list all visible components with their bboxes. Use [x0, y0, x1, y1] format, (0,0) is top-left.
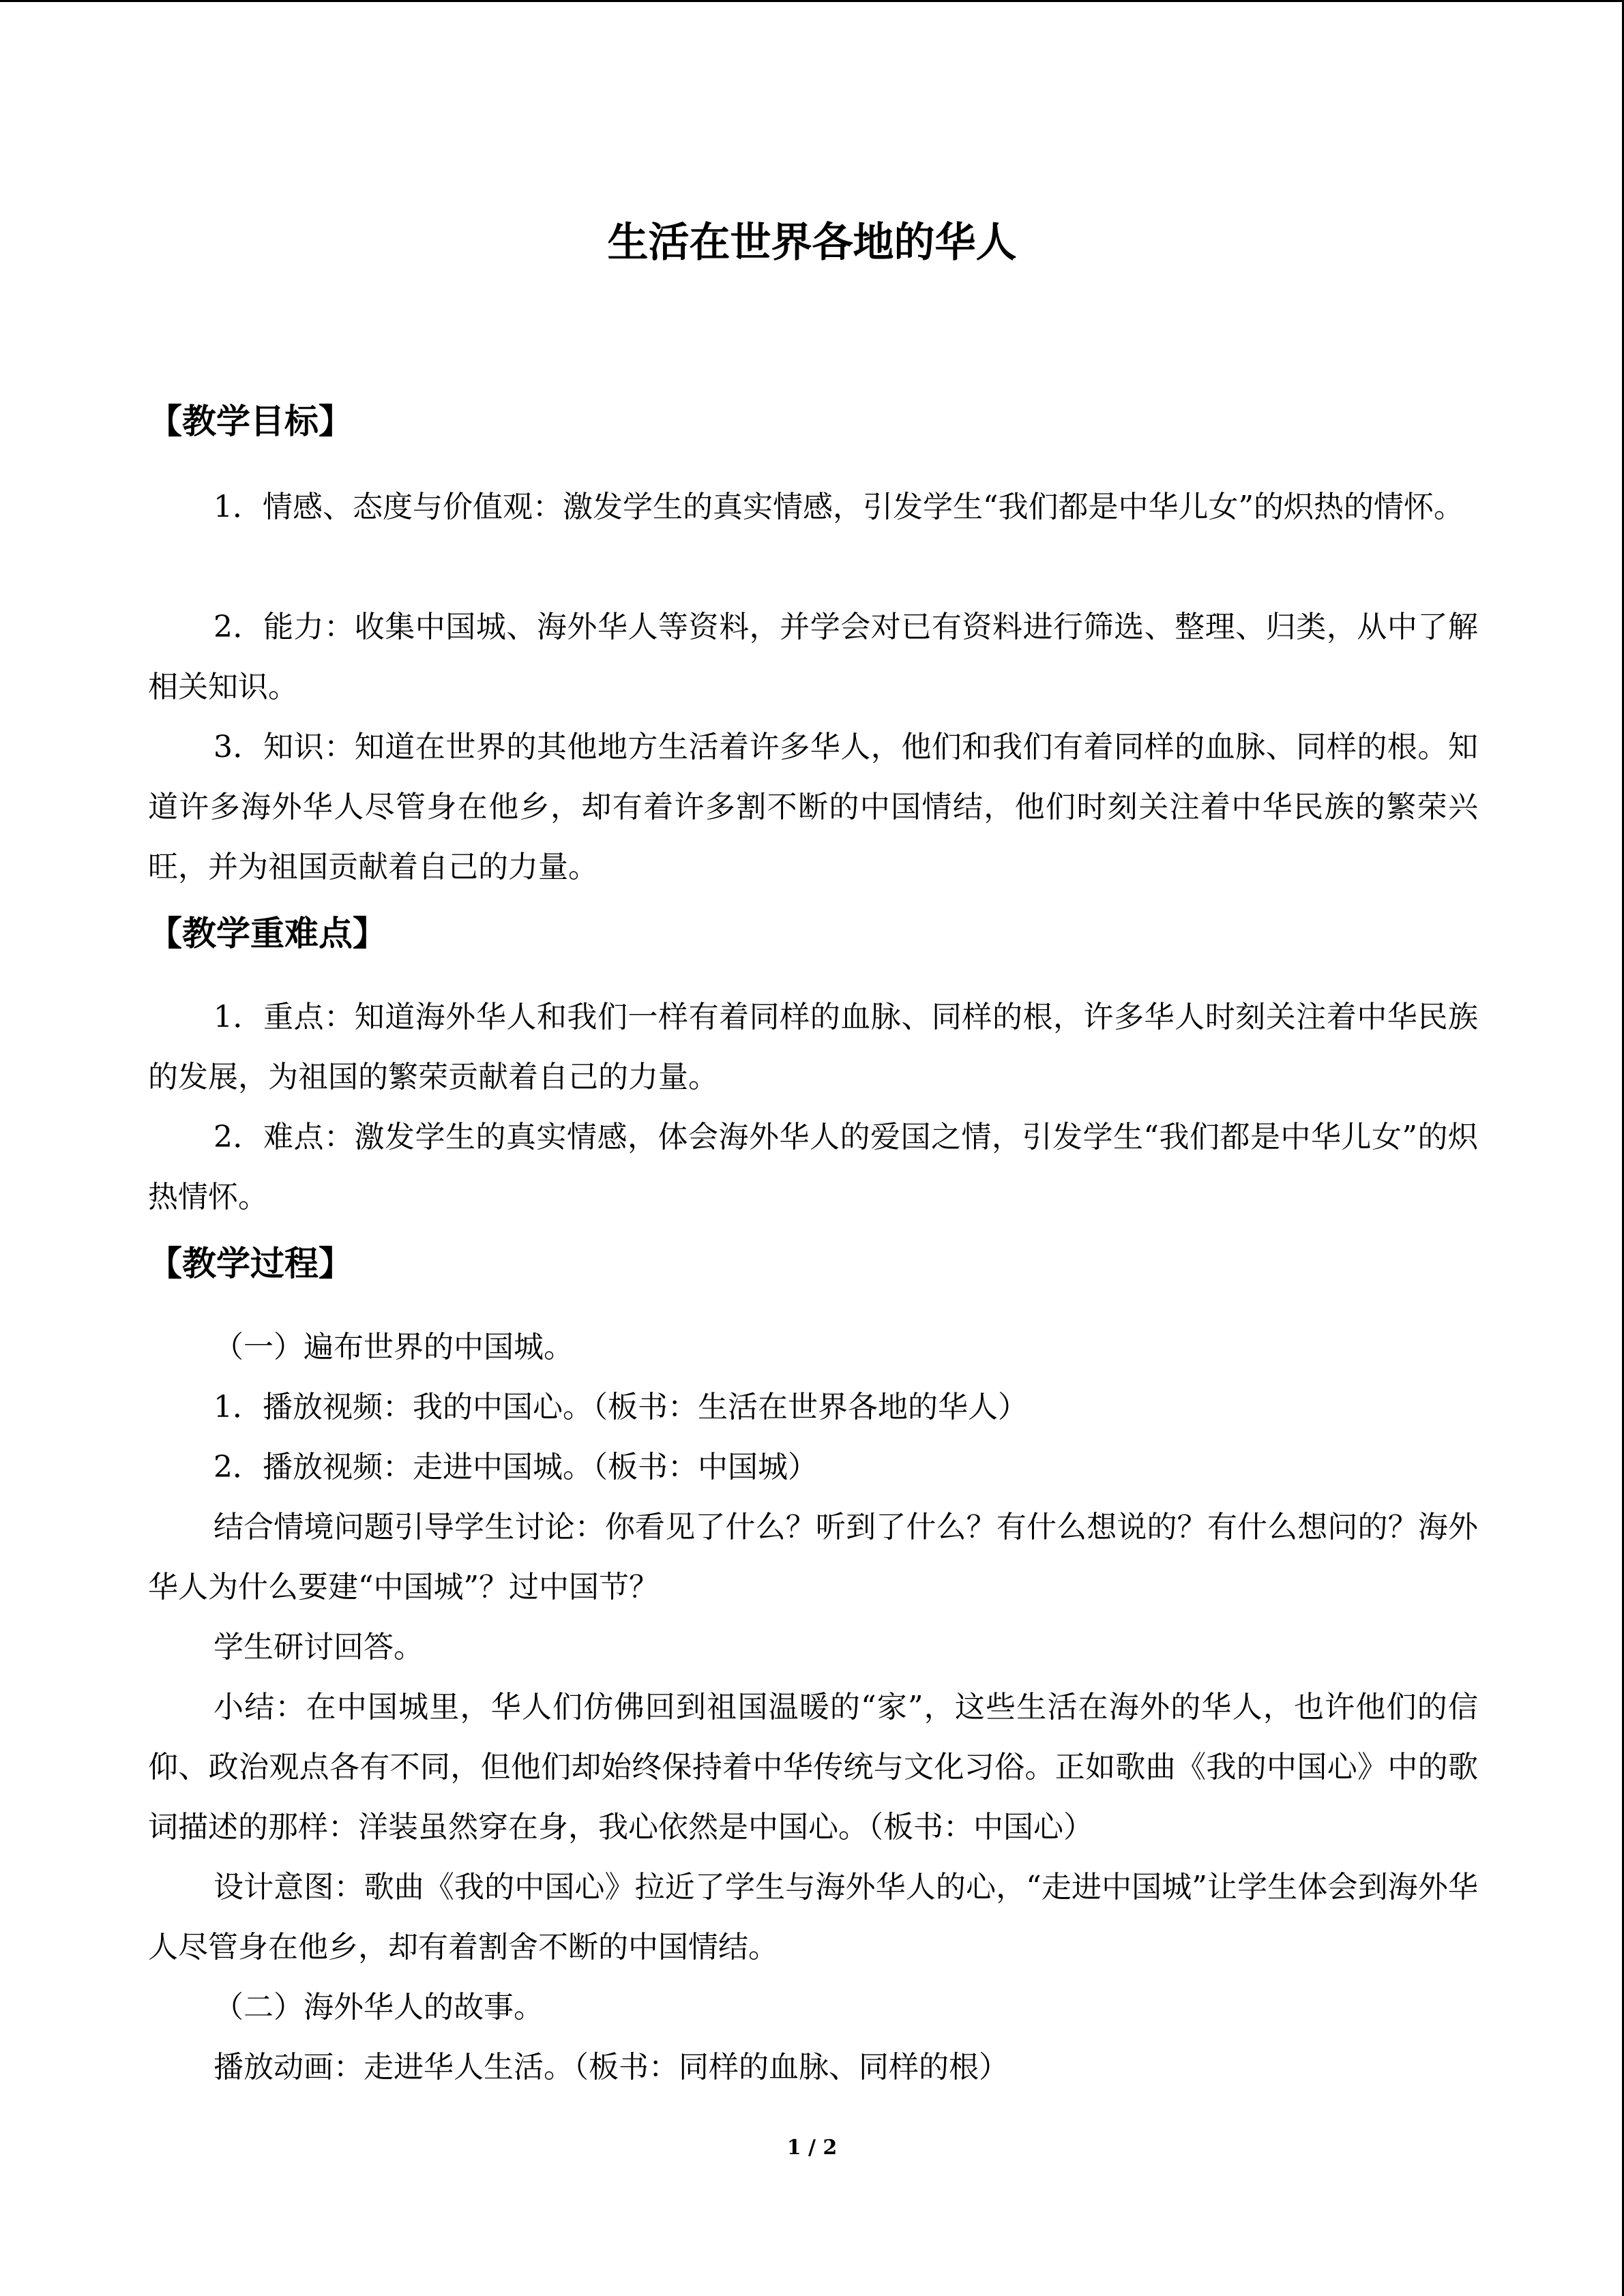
paragraph: （一）遍布世界的中国城。	[213, 1330, 574, 1365]
top-border-line	[0, 0, 1624, 2]
paragraph: 1．播放视频：我的中国心。（板书：生活在世界各地的华人）	[213, 1390, 1028, 1425]
paragraph: 2．难点：激发学生的真实情感，体会海外华人的爱国之情，引发学生“我们都是中华儿女”的炽热情怀。	[148, 1120, 1478, 1214]
page-number: 1 / 2	[786, 2136, 838, 2160]
section-heading-process: 【教学过程】	[148, 1244, 353, 1283]
paragraph: （二）海外华人的故事。	[213, 1990, 544, 2025]
paragraph: 3．知识：知道在世界的其他地方生活着许多华人，他们和我们有着同样的血脉、同样的根。知道许多海外华人尽管身在他乡，却有着许多割不断的中国情结，他们时刻关注着中华民族的繁荣兴旺，并为祖国贡献着自己的力量。	[148, 730, 1478, 884]
paragraph: 1．重点：知道海外华人和我们一样有着同样的血脉、同样的根，许多华人时刻关注着中华民族的发展，为祖国的繁荣贡献着自己的力量。	[148, 1000, 1478, 1094]
paragraph: 学生研讨回答。	[213, 1630, 424, 1665]
paragraph: 1．情感、态度与价值观：激发学生的真实情感，引发学生“我们都是中华儿女”的炽热的情怀。	[213, 490, 1464, 524]
document-title: 生活在世界各地的华人	[607, 219, 1017, 267]
section-heading-key-points: 【教学重难点】	[148, 914, 387, 953]
paragraph: 播放动画：走进华人生活。（板书：同样的血脉、同样的根）	[213, 2050, 1009, 2085]
paragraph: 设计意图：歌曲《我的中国心》拉近了学生与海外华人的心，“走进中国城”让学生体会到海外华人尽管身在他乡，却有着割舍不断的中国情结。	[148, 1870, 1478, 1965]
paragraph: 结合情境问题引导学生讨论：你看见了什么？听到了什么？有什么想说的？有什么想问的？海外华人为什么要建“中国城”？过中国节？	[148, 1510, 1478, 1605]
paragraph: 2．播放视频：走进中国城。（板书：中国城）	[213, 1450, 818, 1485]
paragraph: 小结：在中国城里，华人们仿佛回到祖国温暖的“家”，这些生活在海外的华人，也许他们的信仰、政治观点各有不同，但他们却始终保持着中华传统与文化习俗。正如歌曲《我的中国心》中的歌词描述的那样：洋装虽然穿在身，我心依然是中国心。（板书：中国心）	[148, 1690, 1478, 1845]
section-heading-objectives: 【教学目标】	[148, 402, 353, 441]
paragraph: 2．能力：收集中国城、海外华人等资料，并学会对已有资料进行筛选、整理、归类，从中了解相关知识。	[148, 610, 1478, 704]
